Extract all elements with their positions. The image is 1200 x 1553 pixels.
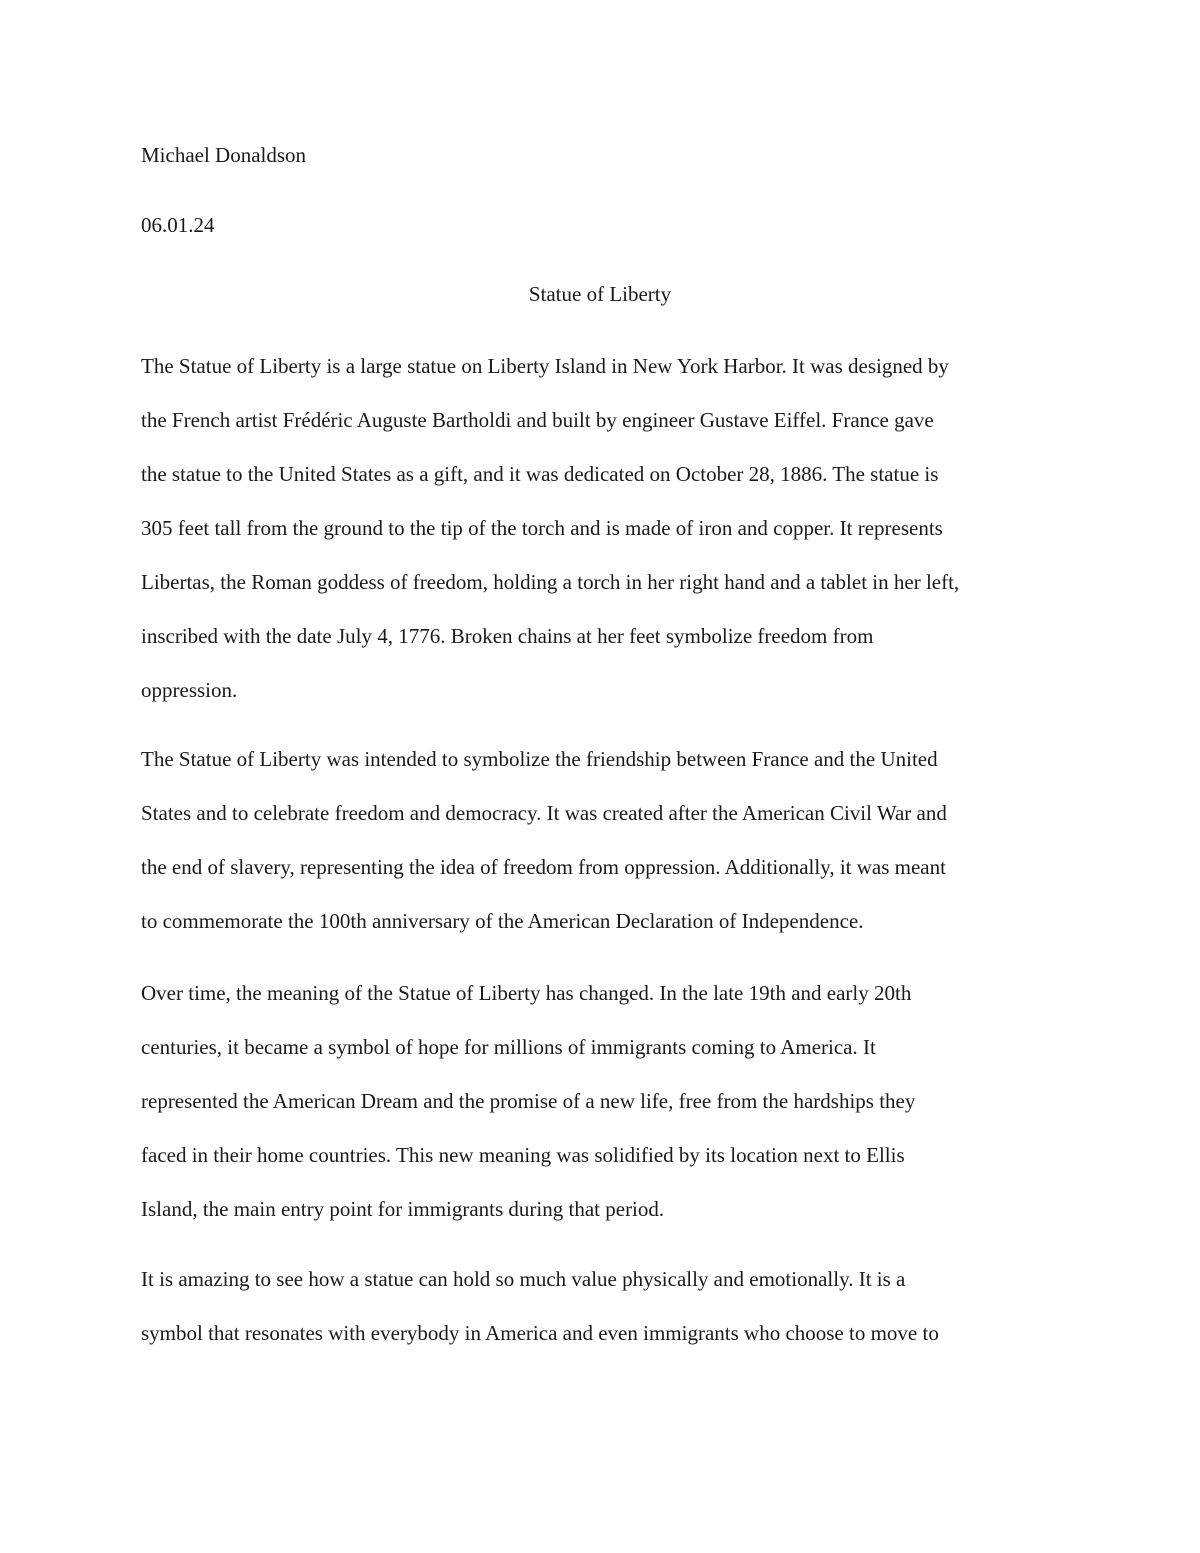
paragraph-line: Island, the main entry point for immigrants during that period. <box>141 1197 665 1221</box>
paragraph-1 <box>141 339 1066 717</box>
paragraph-line: symbol that resonates with everybody in America and even immigrants who choose to move to <box>141 1321 939 1345</box>
paragraph-line: 305 feet tall from the ground to the tip of the torch and is made of iron and copper. It represents <box>141 516 943 540</box>
document-date: 06.01.24 <box>141 213 215 237</box>
paragraph-line: the French artist Frédéric Auguste Bartholdi and built by engineer Gustave Eiffel. France gave <box>141 408 934 432</box>
author-name: Michael Donaldson <box>141 143 307 167</box>
paragraph-2 <box>141 732 1066 948</box>
paragraph-3 <box>141 966 1066 1236</box>
paragraph-line: the statue to the United States as a gift, and it was dedicated on October 28, 1886. The statue is <box>141 462 939 486</box>
paragraph-line: inscribed with the date July 4, 1776. Broken chains at her feet symbolize freedom from <box>141 624 874 648</box>
paragraph-line: States and to celebrate freedom and democracy. It was created after the American Civil War and <box>141 801 947 825</box>
paragraph-line: Over time, the meaning of the Statue of Liberty has changed. In the late 19th and early 20th <box>141 981 912 1005</box>
paragraph-line: the end of slavery, representing the idea of freedom from oppression. Additionally, it was meant <box>141 855 946 879</box>
paragraph-line: It is amazing to see how a statue can hold so much value physically and emotionally. It is a <box>141 1267 906 1291</box>
paragraph-line: represented the American Dream and the promise of a new life, free from the hardships they <box>141 1089 916 1113</box>
paragraph-line: to commemorate the 100th anniversary of the American Declaration of Independence. <box>141 909 864 933</box>
paragraph-line: The Statue of Liberty was intended to symbolize the friendship between France and the United <box>141 747 938 771</box>
paragraph-line: centuries, it became a symbol of hope for millions of immigrants coming to America. It <box>141 1035 876 1059</box>
paragraph-4 <box>141 1252 1066 1360</box>
paragraph-line: oppression. <box>141 678 238 702</box>
paragraph-line: The Statue of Liberty is a large statue on Liberty Island in New York Harbor. It was designed by <box>141 354 949 378</box>
paragraph-line: Libertas, the Roman goddess of freedom, holding a torch in her right hand and a tablet in her left, <box>141 570 960 594</box>
document-title: Statue of Liberty <box>528 282 672 306</box>
paragraph-line: faced in their home countries. This new meaning was solidified by its location next to Ellis <box>141 1143 905 1167</box>
